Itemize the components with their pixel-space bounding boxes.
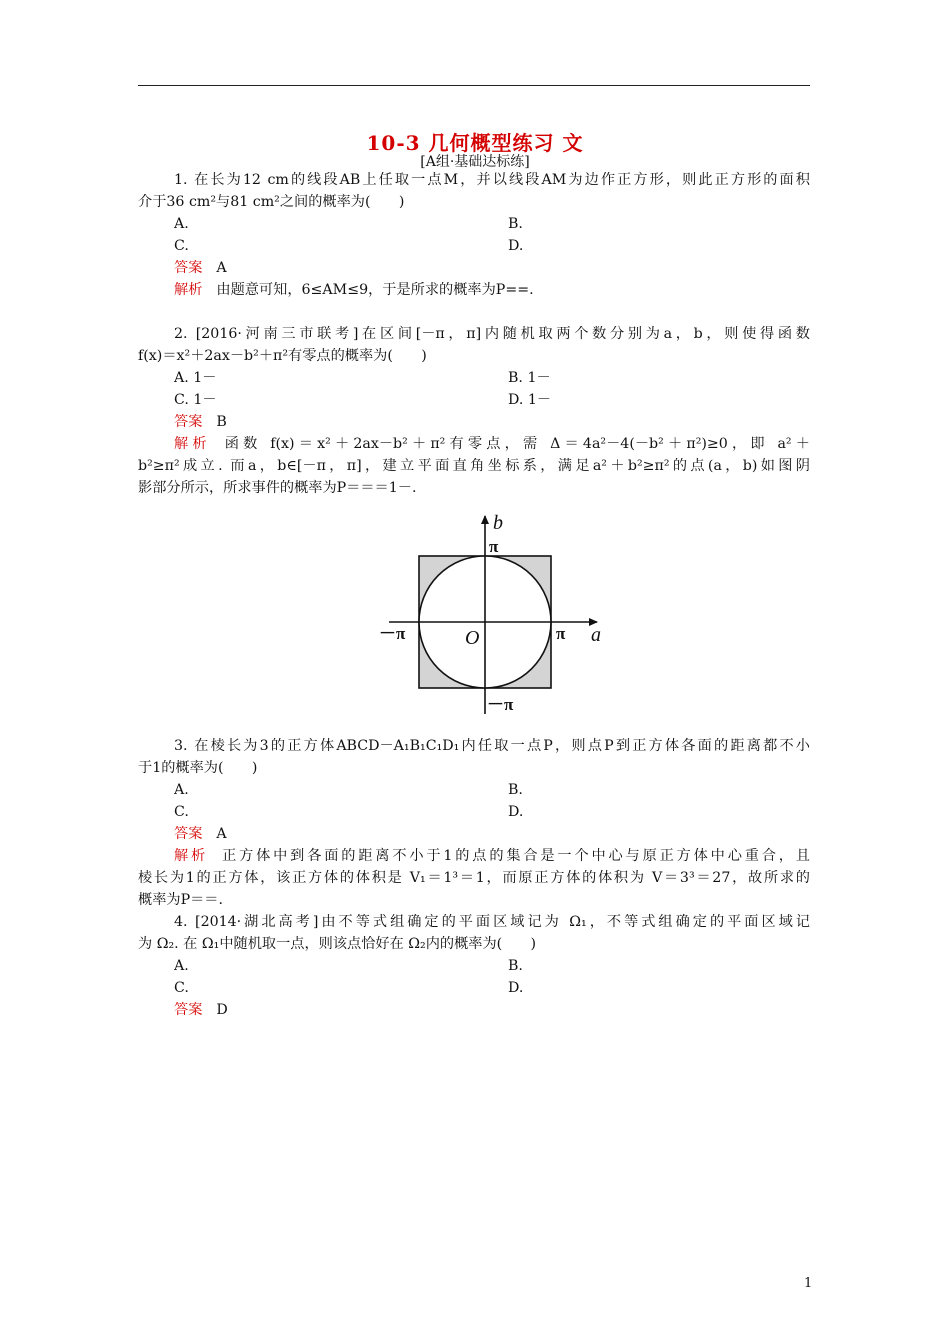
q1-answer <box>174 258 227 278</box>
x-axis-label: a <box>591 624 601 646</box>
q1-option-c: C. <box>174 238 189 254</box>
section-subtitle: [A组·基础达标练] <box>420 154 530 170</box>
analysis-label: 解析 <box>174 282 203 298</box>
q2-stem-line1: 2. [2016·河南三市联考]在区间[－π，π]内随机取两个数分别为a，b，则使得函数 <box>174 326 810 342</box>
answer-label: 答案 <box>174 826 203 842</box>
answer-value: D <box>216 1002 228 1018</box>
analysis-text: 函数 f(x)＝x²＋2ax－b²＋π²有零点，需 Δ＝4a²－4(－b²＋π²)≥0，即 a²＋ <box>224 436 810 452</box>
q4-stem-line2: 为 Ω₂. 在 Ω₁中随机取一点，则该点恰好在 Ω₂内的概率为( ) <box>138 936 537 952</box>
q3-stem-line2: 于1的概率为( ) <box>138 760 258 776</box>
q3-option-c: C. <box>174 804 189 820</box>
analysis-text: 正方体中到各面的距离不小于1的点的集合是一个中心与原正方体中心重合，且 <box>222 848 810 864</box>
unit-circle-figure <box>377 508 613 718</box>
q4-option-a: A. <box>174 958 189 974</box>
q2-analysis-line3: 影部分所示，所求事件的概率为P＝＝＝1－. <box>138 480 417 496</box>
analysis-text: 由题意可知，6≤AM≤9，于是所求的概率为P==. <box>216 282 534 298</box>
header-rule <box>138 85 810 86</box>
q1-option-d: D. <box>508 238 524 254</box>
q4-stem-line1: 4. [2014·湖北高考]由不等式组确定的平面区域记为 Ω₁，不等式组确定的平面区域记 <box>174 914 810 930</box>
q1-option-a: A. <box>174 216 189 232</box>
answer-label: 答案 <box>174 260 203 276</box>
right-pi-label: π <box>556 624 566 643</box>
q3-stem-line1: 3. 在棱长为3的正方体ABCD－A₁B₁C₁D₁内任取一点P，则点P到正方体各面的距离都不小 <box>174 738 810 754</box>
bottom-pi-label: －π <box>487 695 514 714</box>
q2-option-a: A. 1－ <box>174 370 217 386</box>
answer-label: 答案 <box>174 1002 203 1018</box>
analysis-label: 解析 <box>174 848 209 864</box>
q2-answer <box>174 412 227 432</box>
y-axis-label: b <box>493 512 503 534</box>
q4-option-d: D. <box>508 980 524 996</box>
q4-option-b: B. <box>508 958 523 974</box>
q1-stem-line1: 1. 在长为12 cm的线段AB上任取一点M，并以线段AM为边作正方形，则此正方形的面积 <box>174 172 810 188</box>
q2-analysis-line2: b²≥π²成立. 而a，b∈[－π，π]，建立平面直角坐标系，满足a²＋b²≥π²的点(a，b)如图阴 <box>138 458 810 474</box>
top-pi-label: π <box>489 537 499 556</box>
q3-answer <box>174 824 227 844</box>
q3-option-b: B. <box>508 782 523 798</box>
q2-option-d: D. 1－ <box>508 392 552 408</box>
answer-value: A <box>216 260 227 276</box>
q3-analysis-line1 <box>174 846 810 866</box>
q2-stem-line2: f(x)＝x²＋2ax－b²＋π²有零点的概率为( ) <box>138 348 427 364</box>
q1-analysis <box>174 280 534 300</box>
left-pi-label: －π <box>379 624 406 643</box>
answer-label: 答案 <box>174 414 203 430</box>
page-number: 1 <box>804 1276 813 1291</box>
q3-option-a: A. <box>174 782 189 798</box>
q2-option-c: C. 1－ <box>174 392 217 408</box>
answer-value: B <box>216 414 227 430</box>
q3-analysis-line3: 概率为P＝＝. <box>138 892 223 908</box>
origin-label: O <box>465 627 480 649</box>
answer-value: A <box>216 826 227 842</box>
page-title: 10-3 几何概型练习 文 <box>366 131 584 155</box>
q4-option-c: C. <box>174 980 189 996</box>
q2-analysis-line1 <box>174 434 810 454</box>
analysis-label: 解析 <box>174 436 211 452</box>
q1-option-b: B. <box>508 216 523 232</box>
q4-answer <box>174 1000 228 1020</box>
q3-analysis-line2: 棱长为1的正方体，该正方体的体积是 V₁＝1³＝1，而原正方体的体积为 V＝3³＝27，故所求的 <box>138 870 810 886</box>
q1-stem-line2: 介于36 cm²与81 cm²之间的概率为( ) <box>138 194 405 210</box>
q3-option-d: D. <box>508 804 524 820</box>
q2-option-b: B. 1－ <box>508 370 551 386</box>
